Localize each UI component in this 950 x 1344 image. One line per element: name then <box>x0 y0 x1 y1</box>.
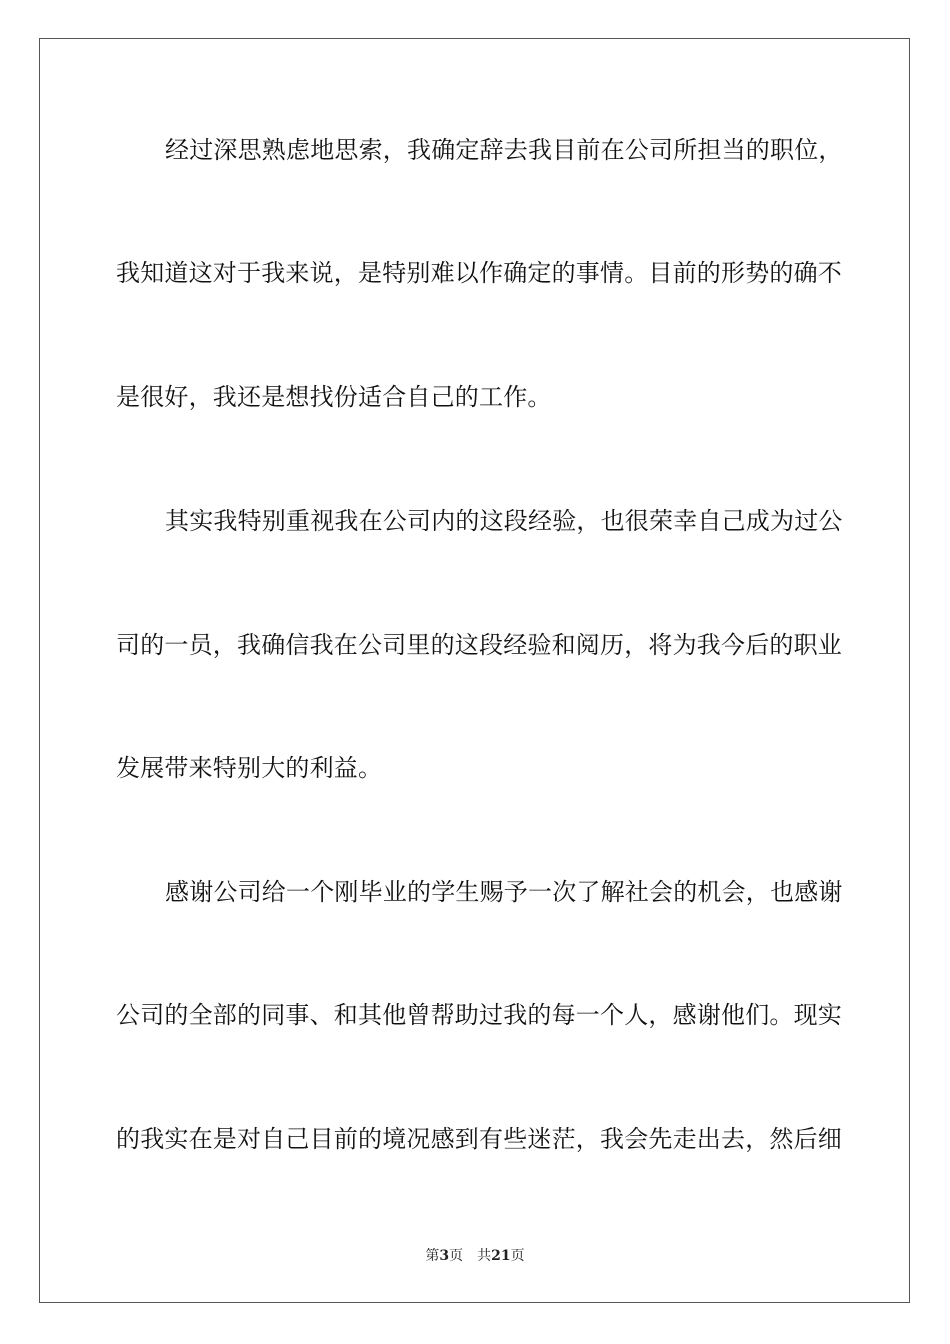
paragraph-3-line-3: 的我实在是对自己目前的境况感到有些迷茫，我会先走出去，然后细 <box>116 1125 842 1153</box>
paragraph-1-line-3: 是很好，我还是想找份适合自己的工作。 <box>116 383 552 411</box>
page-suffix: 页 <box>449 1248 464 1264</box>
paragraph-3-line-1: 感谢公司给一个刚毕业的学生赐予一次了解社会的机会，也感谢 <box>165 878 843 906</box>
paragraph-2-line-3: 发展带来特别大的利益。 <box>116 754 383 782</box>
page-footer <box>0 1246 950 1266</box>
paragraph-1-line-1: 经过深思熟虑地思索，我确定辞去我目前在公司所担当的职位， <box>165 136 843 164</box>
total-prefix: 共 <box>477 1248 492 1264</box>
paragraph-2-line-2: 司的一员，我确信我在公司里的这段经验和阅历，将为我今后的职业 <box>116 631 842 659</box>
total-suffix: 页 <box>510 1248 525 1264</box>
current-page-number: 3 <box>439 1248 450 1264</box>
page-border <box>39 38 910 1303</box>
paragraph-2-line-1: 其实我特别重视我在公司内的这段经验，也很荣幸自己成为过公 <box>165 507 843 535</box>
page-prefix: 第 <box>425 1248 440 1264</box>
paragraph-3-line-2: 公司的全部的同事、和其他曾帮助过我的每一个人，感谢他们。现实 <box>116 1001 842 1029</box>
paragraph-1-line-2: 我知道这对于我来说，是特别难以作确定的事情。目前的形势的确不 <box>116 259 842 287</box>
total-page-number: 21 <box>491 1248 511 1264</box>
